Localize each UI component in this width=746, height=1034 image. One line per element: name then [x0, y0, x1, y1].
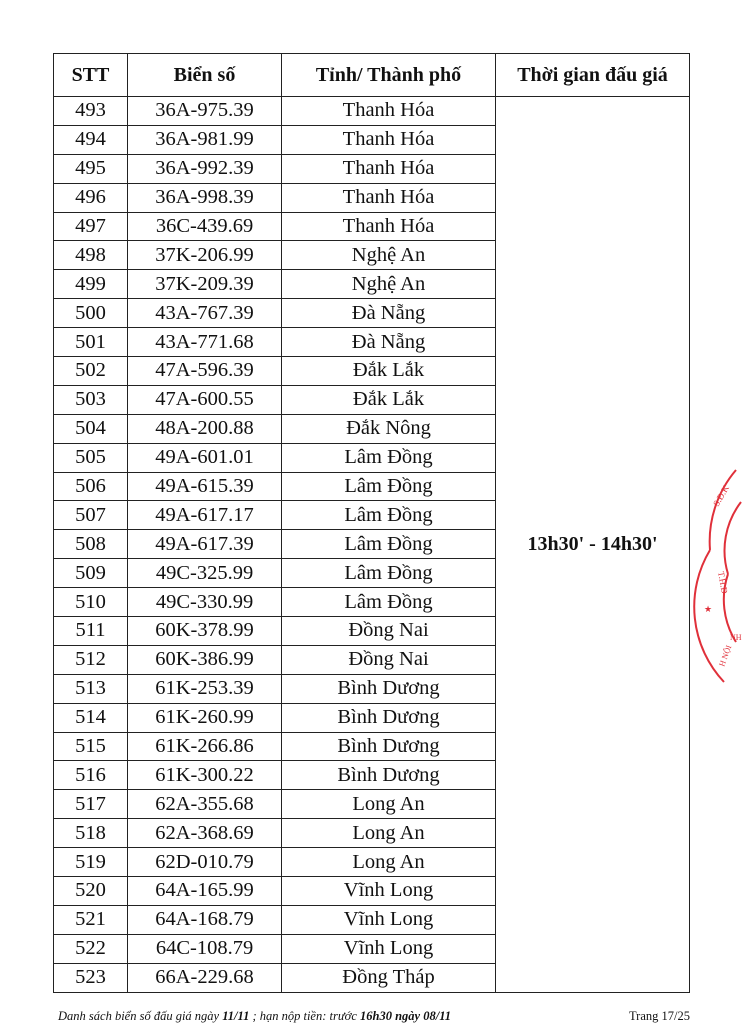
cell-stt: 496: [54, 183, 128, 212]
svg-text:★: ★: [704, 604, 713, 614]
cell-province: Thanh Hóa: [282, 183, 496, 212]
cell-stt: 516: [54, 761, 128, 790]
cell-province: Thanh Hóa: [282, 97, 496, 126]
cell-plate: 36A-981.99: [128, 125, 282, 154]
cell-province: Bình Dương: [282, 674, 496, 703]
cell-stt: 519: [54, 848, 128, 877]
cell-province: Thanh Hóa: [282, 154, 496, 183]
cell-stt: 510: [54, 588, 128, 617]
cell-province: Thanh Hóa: [282, 125, 496, 154]
cell-province: Đà Nẵng: [282, 328, 496, 357]
cell-plate: 62A-368.69: [128, 819, 282, 848]
cell-stt: 500: [54, 299, 128, 328]
cell-province: Long An: [282, 848, 496, 877]
cell-plate: 36A-998.39: [128, 183, 282, 212]
cell-stt: 504: [54, 414, 128, 443]
svg-text:NH: NH: [730, 633, 742, 642]
cell-plate: 49A-601.01: [128, 443, 282, 472]
cell-plate: 62D-010.79: [128, 848, 282, 877]
cell-province: Đắk Nông: [282, 414, 496, 443]
cell-province: Bình Dương: [282, 732, 496, 761]
cell-province: Vĩnh Long: [282, 905, 496, 934]
cell-province: Long An: [282, 819, 496, 848]
cell-stt: 506: [54, 472, 128, 501]
cell-plate: 47A-600.55: [128, 385, 282, 414]
cell-stt: 493: [54, 97, 128, 126]
cell-plate: 36A-975.39: [128, 97, 282, 126]
svg-text:S.Đ.K: S.Đ.K: [711, 483, 731, 508]
page-footer: [0, 1009, 730, 1029]
cell-stt: 494: [54, 125, 128, 154]
footer-note-prefix: Danh sách biển số đấu giá ngày: [58, 1009, 223, 1023]
cell-province: Thanh Hóa: [282, 212, 496, 241]
cell-stt: 503: [54, 385, 128, 414]
cell-stt: 505: [54, 443, 128, 472]
cell-plate: 60K-386.99: [128, 645, 282, 674]
page-number: Trang 17/25: [628, 1009, 690, 1023]
cell-plate: 49A-617.39: [128, 530, 282, 559]
svg-text:H NỘI: H NỘI: [717, 643, 734, 668]
cell-stt: 509: [54, 559, 128, 588]
cell-stt: 517: [54, 790, 128, 819]
cell-stt: 514: [54, 703, 128, 732]
cell-stt: 521: [54, 905, 128, 934]
table-row: [54, 97, 690, 126]
cell-stt: 497: [54, 212, 128, 241]
cell-stt: 523: [54, 963, 128, 992]
cell-stt: 499: [54, 270, 128, 299]
cell-plate: 36C-439.69: [128, 212, 282, 241]
cell-province: Lâm Đồng: [282, 501, 496, 530]
cell-province: Nghệ An: [282, 270, 496, 299]
cell-stt: 495: [54, 154, 128, 183]
cell-plate: 37K-209.39: [128, 270, 282, 299]
cell-plate: 43A-767.39: [128, 299, 282, 328]
cell-plate: 62A-355.68: [128, 790, 282, 819]
cell-plate: 48A-200.88: [128, 414, 282, 443]
cell-plate: 64A-165.99: [128, 877, 282, 906]
cell-stt: 522: [54, 934, 128, 963]
cell-province: Vĩnh Long: [282, 877, 496, 906]
cell-plate: 47A-596.39: [128, 357, 282, 386]
cell-plate: 61K-266.86: [128, 732, 282, 761]
cell-plate: 61K-253.39: [128, 674, 282, 703]
cell-province: Đồng Tháp: [282, 963, 496, 992]
cell-province: Long An: [282, 790, 496, 819]
cell-stt: 520: [54, 877, 128, 906]
cell-stt: 501: [54, 328, 128, 357]
cell-province: Đồng Nai: [282, 617, 496, 646]
cell-province: Đà Nẵng: [282, 299, 496, 328]
header-plate: Biển số: [128, 54, 282, 97]
cell-plate: 36A-992.39: [128, 154, 282, 183]
cell-stt: 515: [54, 732, 128, 761]
cell-province: Đồng Nai: [282, 645, 496, 674]
cell-plate: 64A-168.79: [128, 905, 282, 934]
footer-note-date: 11/11: [222, 1009, 250, 1023]
cell-plate: 49C-325.99: [128, 559, 282, 588]
cell-plate: 61K-260.99: [128, 703, 282, 732]
header-stt: STT: [54, 54, 128, 97]
cell-plate: 64C-108.79: [128, 934, 282, 963]
cell-auction-time: 13h30' - 14h30': [496, 97, 690, 993]
cell-plate: 49A-617.17: [128, 501, 282, 530]
cell-province: Bình Dương: [282, 703, 496, 732]
cell-province: Đắk Lắk: [282, 357, 496, 386]
cell-stt: 498: [54, 241, 128, 270]
cell-plate: 61K-300.22: [128, 761, 282, 790]
cell-province: Vĩnh Long: [282, 934, 496, 963]
cell-plate: 49A-615.39: [128, 472, 282, 501]
cell-plate: 37K-206.99: [128, 241, 282, 270]
cell-stt: 512: [54, 645, 128, 674]
cell-stt: 511: [54, 617, 128, 646]
table-body: [54, 97, 690, 993]
svg-text:T.H.Đ: T.H.Đ: [716, 570, 730, 595]
cell-stt: 502: [54, 357, 128, 386]
header-auction-time: Thời gian đấu giá: [496, 54, 690, 97]
footer-note: [58, 1009, 451, 1024]
cell-province: Lâm Đồng: [282, 588, 496, 617]
plate-auction-table: [53, 53, 690, 993]
footer-note-middle: ; hạn nộp tiền: trước: [249, 1009, 361, 1023]
official-seal-stamp: [666, 462, 746, 692]
header-province: Tỉnh/ Thành phố: [282, 54, 496, 97]
cell-stt: 513: [54, 674, 128, 703]
cell-plate: 60K-378.99: [128, 617, 282, 646]
cell-province: Lâm Đồng: [282, 472, 496, 501]
cell-province: Lâm Đồng: [282, 443, 496, 472]
cell-plate: 49C-330.99: [128, 588, 282, 617]
cell-stt: 507: [54, 501, 128, 530]
cell-province: Nghệ An: [282, 241, 496, 270]
cell-stt: 518: [54, 819, 128, 848]
cell-stt: 508: [54, 530, 128, 559]
cell-province: Lâm Đồng: [282, 559, 496, 588]
footer-note-deadline: 16h30 ngày 08/11: [360, 1009, 452, 1023]
cell-province: Bình Dương: [282, 761, 496, 790]
cell-plate: 66A-229.68: [128, 963, 282, 992]
cell-province: Lâm Đồng: [282, 530, 496, 559]
cell-province: Đắk Lắk: [282, 385, 496, 414]
table-header-row: [54, 54, 690, 97]
cell-plate: 43A-771.68: [128, 328, 282, 357]
